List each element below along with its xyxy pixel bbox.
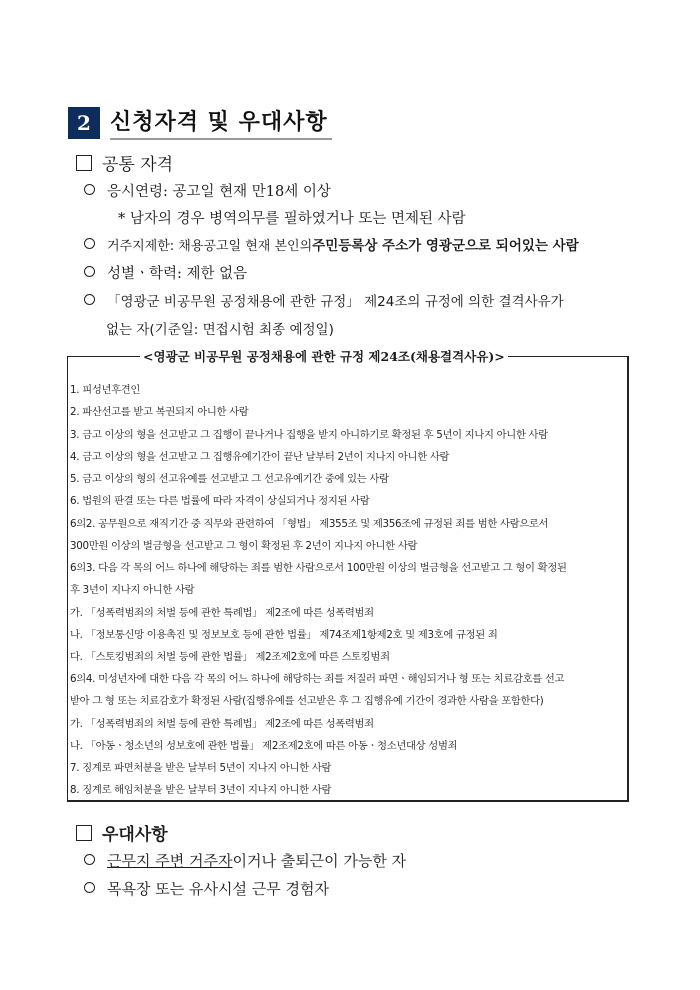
common-qualification-label: 공통 자격 xyxy=(102,155,174,175)
military-note: * 남자의 경우 병역의무를 필하였거나 또는 면제된 사람 xyxy=(118,211,466,227)
section-number-badge: 2 xyxy=(68,107,100,139)
rule-item: 후 3년이 지나지 아니한 사람 xyxy=(70,584,195,596)
qualification-text-bold: 주민등록상 주소가 영광군으로 되어있는 사람 xyxy=(312,238,579,254)
qualification-item-disqualification xyxy=(84,290,564,310)
qualification-text: 거주지제한: 채용공고일 현재 본인의 xyxy=(107,239,313,254)
common-qualification-heading xyxy=(76,150,173,175)
circle-bullet-icon xyxy=(84,882,95,893)
preferences-label: 우대사항 xyxy=(102,825,168,845)
section-title-underline xyxy=(110,105,332,140)
preference-item-experience xyxy=(84,878,329,899)
rule-item: 6의4. 미성년자에 대한 다음 각 목의 어느 하나에 해당하는 죄를 저질러 파면ㆍ해임되거나 형 또는 치료감호를 선고 xyxy=(70,673,565,685)
circle-bullet-icon xyxy=(84,184,95,195)
preference-item-residence xyxy=(84,850,406,871)
qualification-text: 「영광군 비공무원 공정채용에 관한 규정」 제24조의 규정에 의한 결격사유가 xyxy=(107,294,564,310)
rule-item: 3. 금고 이상의 형을 선고받고 그 집행이 끝나거나 집행을 받지 아니하기로 확정된 후 5년이 지나지 아니한 사람 xyxy=(70,429,548,441)
qualification-text-continued: 없는 자(기준일: 면접시험 최종 예정일) xyxy=(106,322,334,338)
qualification-text: 성별ㆍ학력: 제한 없음 xyxy=(107,266,248,282)
rule-item: 가. 「성폭력범죄의 처벌 등에 관한 특례법」 제2조에 따른 성폭력범죄 xyxy=(70,718,374,730)
circle-bullet-icon xyxy=(84,294,95,305)
circle-bullet-icon xyxy=(84,266,95,277)
rule-item: 8. 징계로 해임처분을 받은 날부터 3년이 지나지 아니한 사람 xyxy=(70,784,332,796)
rule-item: 나. 「아동ㆍ청소년의 성보호에 관한 법률」 제2조제2호에 따른 아동ㆍ청소년대상 성범죄 xyxy=(70,740,458,752)
circle-bullet-icon xyxy=(84,854,95,865)
circle-bullet-icon xyxy=(84,238,95,249)
rule-item: 6의3. 다음 각 목의 어느 하나에 해당하는 죄를 범한 사람으로서 100만원 이상의 벌금형을 선고받고 그 형이 확정된 xyxy=(70,562,567,574)
rule-item: 6. 법원의 판결 또는 다른 법률에 따라 자격이 상실되거나 정지된 사람 xyxy=(70,495,370,507)
qualification-item-age xyxy=(84,180,331,201)
rule-item: 4. 금고 이상의 형을 선고받고 그 집행유예기간이 끝난 날부터 2년이 지나지 아니한 사람 xyxy=(70,451,450,463)
rule-item: 300만원 이상의 벌금형을 선고받고 그 형이 확정된 후 2년이 지나지 아니한 사람 xyxy=(70,540,418,552)
rule-item: 다. 「스토킹범죄의 처벌 등에 관한 법률」 제2조제2호에 따른 스토킹범죄 xyxy=(70,651,390,663)
section-title: 신청자격 및 우대사항 xyxy=(110,110,328,135)
preference-text-underlined: 근무지 주변 거주자 xyxy=(107,852,233,870)
preference-text: 이거나 출퇴근이 가능한 자 xyxy=(232,852,407,870)
preferences-heading xyxy=(76,820,168,845)
rule-item: 2. 파산선고를 받고 복권되지 아니한 사람 xyxy=(70,406,249,418)
rule-item: 5. 금고 이상의 형의 선고유예를 선고받고 그 선고유예기간 중에 있는 사람 xyxy=(70,473,389,485)
disqualification-rules-box xyxy=(67,356,629,802)
section-header xyxy=(68,105,332,140)
preference-text: 목욕장 또는 유사시설 근무 경험자 xyxy=(107,880,329,898)
square-bullet-icon xyxy=(76,155,92,171)
rules-box-title: <영광군 비공무원 공정채용에 관한 규정 제24조(채용결격사유)> xyxy=(140,347,508,365)
square-bullet-icon xyxy=(76,825,92,841)
qualification-item-residence xyxy=(84,234,579,254)
qualification-text: 응시연령: 공고일 현재 만18세 이상 xyxy=(107,184,331,200)
rule-item: 1. 피성년후견인 xyxy=(70,384,141,396)
rule-item: 받아 그 형 또는 치료감호가 확정된 사람(집행유예를 선고받은 후 그 집행유예 기간이 경과한 사람을 포함한다) xyxy=(70,695,544,707)
qualification-item-gender-education xyxy=(84,262,247,283)
rule-item: 6의2. 공무원으로 재직기간 중 직무와 관련하여 「형법」 제355조 및 제356조에 규정된 죄를 범한 사람으로서 xyxy=(70,518,549,530)
rule-item: 나. 「정보통신망 이용촉진 및 정보보호 등에 관한 법률」 제74조제1항제2호 및 제3호에 규정된 죄 xyxy=(70,629,498,641)
rule-item: 가. 「성폭력범죄의 처벌 등에 관한 특례법」 제2조에 따른 성폭력범죄 xyxy=(70,607,374,619)
rule-item: 7. 징계로 파면처분을 받은 날부터 5년이 지나지 아니한 사람 xyxy=(70,762,332,774)
